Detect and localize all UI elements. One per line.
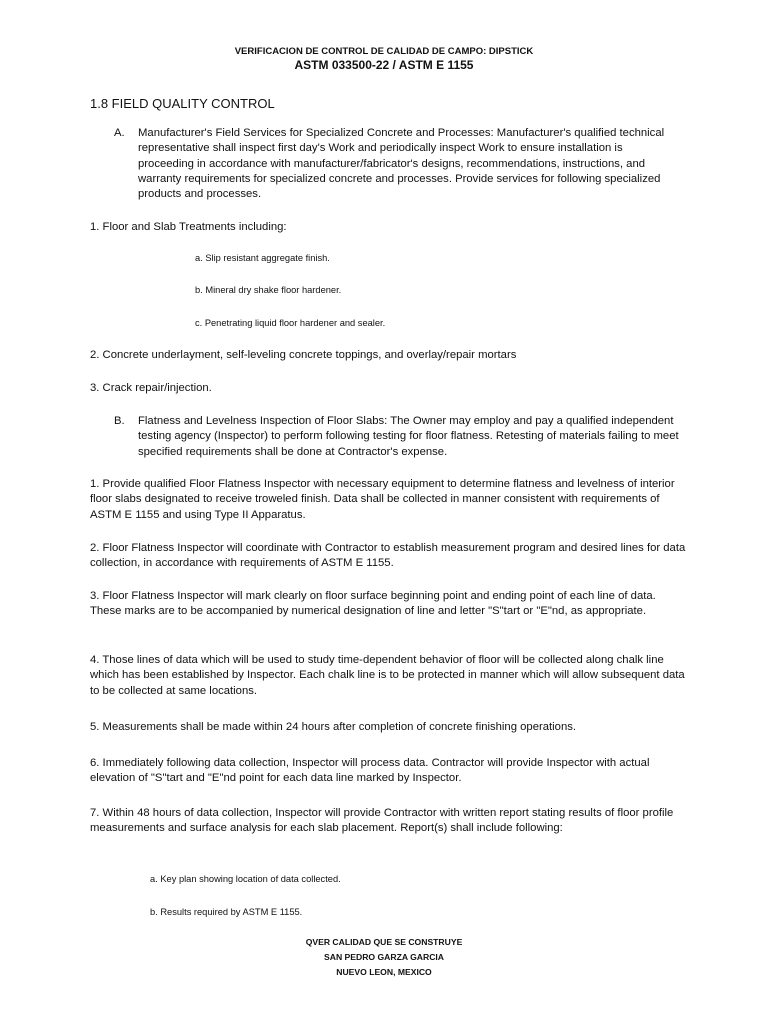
- b-list-item-2: 2. Floor Flatness Inspector will coordinate with Contractor to establish measurement program and desired lines for data collection, in accordance with requirements of ASTM E 1155.: [90, 542, 686, 570]
- a-list-sub-b: b. Mineral dry shake floor hardener.: [195, 285, 342, 295]
- header-standard: ASTM 033500-22 / ASTM E 1155: [294, 58, 474, 72]
- a-list-item-1: 1. Floor and Slab Treatments including:: [90, 221, 287, 233]
- section-title: 1.8 FIELD QUALITY CONTROL: [90, 96, 275, 111]
- a-list-item-2: 2. Concrete underlayment, self-leveling concrete toppings, and overlay/repair mortars: [90, 349, 517, 361]
- item-a-label: A.: [114, 127, 125, 139]
- item-b-label: B.: [114, 415, 125, 427]
- b-list-item-5: 5. Measurements shall be made within 24 hours after completion of concrete finishing operations.: [90, 721, 577, 733]
- footer-line-3: NUEVO LEON, MEXICO: [336, 967, 432, 977]
- item-a-text: Manufacturer's Field Services for Specialized Concrete and Processes: Manufacturer's qualified technical representative shall inspect first day's Work and periodically inspect Work to ensure installation is proceeding in accordance with manufacturer/fabricator's designs, recommendations, instructions, and warranty requirements for specialized concrete and processes. Provide services for following specialized products and processes.: [138, 127, 665, 201]
- b-list-sub-b: b. Results required by ASTM E 1155.: [150, 907, 303, 917]
- header-title: VERIFICACION DE CONTROL DE CALIDAD DE CAMPO: DIPSTICK: [234, 46, 534, 57]
- item-b: [114, 414, 680, 460]
- footer-line-2: SAN PEDRO GARZA GARCIA: [324, 952, 444, 962]
- item-a: [114, 126, 680, 202]
- b-list-item-1: 1. Provide qualified Floor Flatness Inspector with necessary equipment to determine flatness and levelness of interior floor slabs designated to receive troweled finish. Data shall be collected in manner consistent with requirements of ASTM E 1155 and using Type II Apparatus.: [90, 478, 675, 521]
- a-list-item-3: 3. Crack repair/injection.: [90, 382, 212, 394]
- a-list-sub-c: c. Penetrating liquid floor hardener and sealer.: [195, 318, 386, 328]
- item-b-text: Flatness and Levelness Inspection of Floor Slabs: The Owner may employ and pay a qualified independent testing agency (Inspector) to perform following testing for floor flatness. Retesting of materials failing to meet specified requirements shall be done at Contractor's expense.: [138, 415, 679, 458]
- footer-line-1: QVER CALIDAD QUE SE CONSTRUYE: [305, 937, 463, 947]
- b-list-sub-a: a. Key plan showing location of data collected.: [150, 874, 341, 884]
- b-list-item-3: 3. Floor Flatness Inspector will mark clearly on floor surface beginning point and ending point of each line of data. These marks are to be accompanied by numerical designation of line and letter "S"tart or "E"nd, as appropriate.: [90, 590, 656, 618]
- b-list-item-7: 7. Within 48 hours of data collection, Inspector will provide Contractor with written report stating results of floor profile measurements and surface analysis for each slab placement. Report(s) shall include following:: [90, 807, 674, 835]
- b-list-item-4: 4. Those lines of data which will be used to study time-dependent behavior of floor will be collected along chalk line which has been established by Inspector. Each chalk line is to be protected in manner which will allow subsequent data to be collected at same locations.: [90, 654, 685, 697]
- a-list-sub-a: a. Slip resistant aggregate finish.: [195, 253, 330, 263]
- b-list-item-6: 6. Immediately following data collection, Inspector will process data. Contractor will provide Inspector with actual elevation of "S"tart and "E"nd point for each data line marked by Inspector.: [90, 757, 650, 785]
